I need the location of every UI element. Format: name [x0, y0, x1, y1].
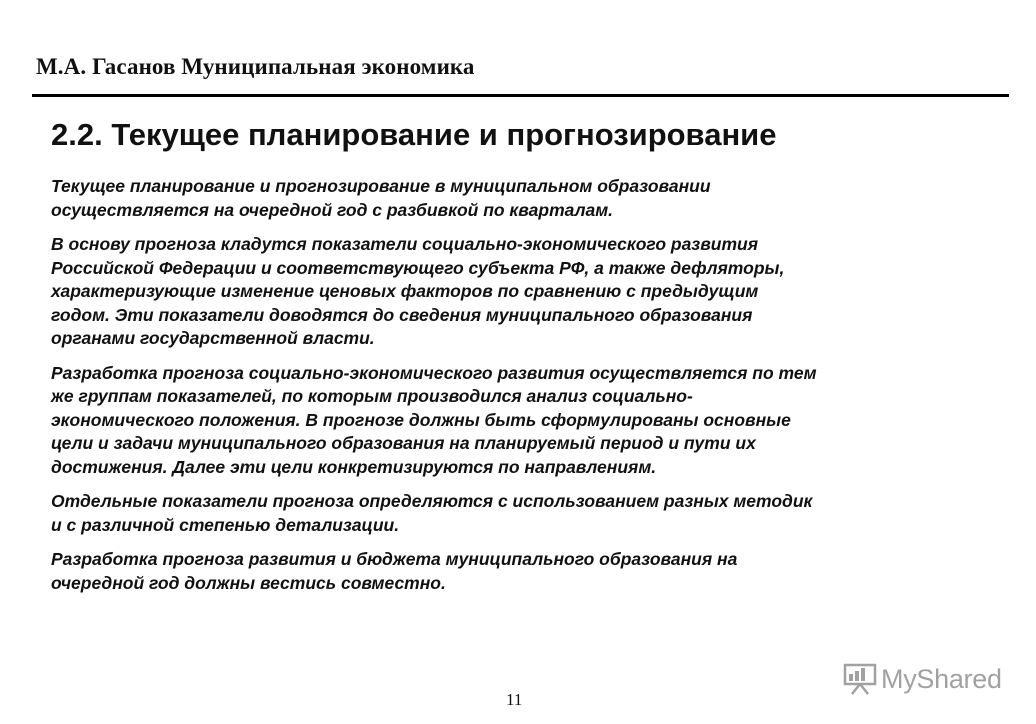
paragraph-line: органами государственной власти. — [51, 328, 375, 348]
paragraph-line: и с различной степенью детализации. — [51, 514, 400, 535]
paragraph-line: очередной год должны вестись совместно. — [51, 572, 446, 593]
paragraph-line: Российской Федерации и соответствующего субъекта РФ, а также дефляторы, — [51, 257, 785, 278]
paragraph-2 — [51, 233, 1001, 351]
section-title: 2.2. Текущее планирование и прогнозирование — [51, 117, 777, 152]
header-divider — [32, 94, 1009, 97]
document-header-title: М.А. Гасанов Муниципальная экономика — [36, 54, 475, 79]
presentation-board-icon — [843, 662, 877, 696]
paragraph-line: В основу прогноза кладутся показатели социально-экономического развития — [51, 234, 759, 254]
paragraph-line: Отдельные показатели прогноза определяются с использованием разных методик — [51, 491, 813, 511]
paragraph-line: годом. Эти показатели доводятся до сведения муниципального образования — [51, 304, 753, 325]
paragraph-4 — [51, 490, 1001, 537]
paragraph-line: Текущее планирование и прогнозирование в муниципальном образовании — [51, 176, 711, 196]
paragraph-1 — [51, 175, 1001, 222]
watermark — [843, 662, 1002, 696]
paragraph-5 — [51, 548, 1001, 595]
paragraph-line: экономического положения. В прогнозе должны быть сформулированы основные — [51, 409, 791, 430]
paragraph-line: цели и задачи муниципального образования на планируемый период и пути их — [51, 433, 756, 453]
body-text — [51, 175, 1001, 606]
paragraph-line: Разработка прогноза социально-экономического развития осуществляется по тем — [51, 362, 817, 383]
paragraph-line: достижения. Далее эти цели конкретизируются по направлениям. — [51, 456, 657, 477]
paragraph-line: осуществляется на очередной год с разбивкой по кварталам. — [51, 199, 613, 220]
paragraph-3 — [51, 362, 1001, 480]
watermark-text: MyShared — [881, 663, 1002, 694]
paragraph-line: Разработка прогноза развития и бюджета муниципального образования на — [51, 549, 738, 569]
paragraph-line: же группам показателей, по которым производился анализ социально- — [51, 386, 693, 406]
page-number: 11 — [506, 690, 523, 709]
paragraph-line: характеризующие изменение ценовых факторов по сравнению с предыдущим — [51, 281, 759, 301]
